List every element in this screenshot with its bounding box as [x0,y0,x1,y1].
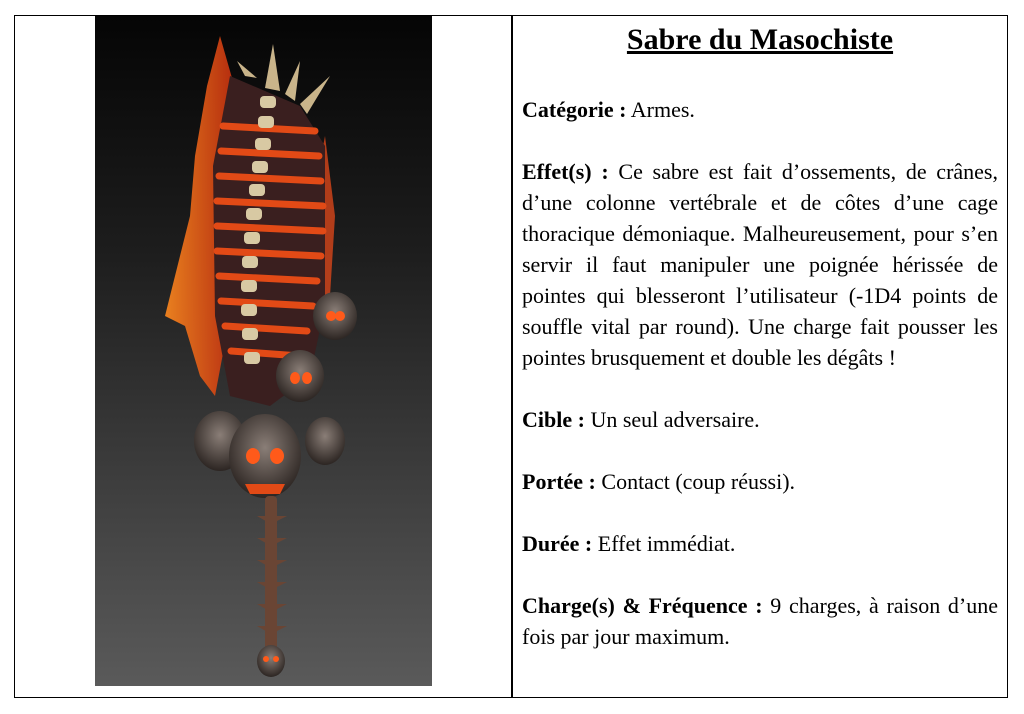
field-label: Portée : [522,469,596,494]
field-category [522,94,998,125]
column-divider [511,16,513,697]
field-label: Charge(s) & Fréquence : [522,593,763,618]
field-label: Catégorie : [522,97,627,122]
field-value: Contact (coup réussi). [601,469,796,494]
field-target [522,404,998,435]
field-value: 9 charges, à raison d’une fois par jour maximum. [522,593,998,649]
field-value: Effet immédiat. [597,531,736,556]
field-duration [522,528,998,559]
field-value: Armes. [630,97,695,122]
sabre-illustration [95,16,432,686]
field-effects [522,156,998,373]
item-title: Sabre du Masochiste [626,23,894,56]
description-panel [522,16,998,652]
field-label: Effet(s) : [522,159,609,184]
field-label: Durée : [522,531,593,556]
item-card [14,15,1008,698]
field-range [522,466,998,497]
field-charges [522,590,998,652]
field-value: Ce sabre est fait d’ossements, de crânes, d’une colonne vertébrale et de côtes d’une cage thoracique démoniaque. Malheureusement, pour s’en servir il faut manipuler une poignée hérissée de pointes qui blesseront l’utilisateur (-1D4 points de souffle vital par round). Une charge fait pousser les pointes brusquement et double les dégâts ! [522,159,998,370]
spiked-handle [257,496,287,656]
field-label: Cible : [522,407,585,432]
pommel-skull [257,645,285,677]
field-value: Un seul adversaire. [590,407,760,432]
item-image [95,16,432,686]
